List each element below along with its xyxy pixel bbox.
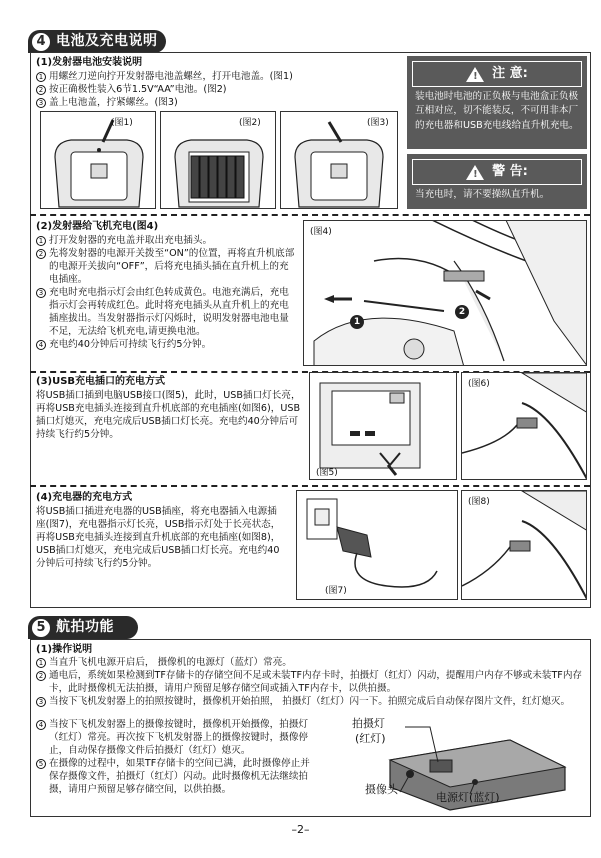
step-number: 2 (36, 85, 46, 95)
callout-1: 1 (350, 315, 364, 329)
caution-text: 装电池时电池的正负极与电池盒正负极互相对应，切不能装反，不可用非本厂的充电器和USB充电线给直升机充电。 (415, 91, 579, 131)
shoot-light-red-label: (红灯) (355, 732, 386, 745)
list-item: 1 当直升飞机电源开启后， 摄像机的电源灯（蓝灯）常亮。 (36, 656, 586, 669)
figure-6 (461, 372, 587, 480)
charger-text: 将USB插口插进充电器的USB插座，将充电器插入电源插座(图7)，充电器指示灯长亮，USB指示灯处于长亮状态，再将USB充电插头连接到直升机底部的充电插座(如图8)，USB插口灯熄灭，充电完成后USB插口灯长亮。充电约40分钟后可持续飞行约5分钟。 (36, 506, 281, 570)
list-item: 2 按正确极性装入6节1.5V“AA”电池。(图2) (36, 83, 402, 96)
operation-steps-bottom (36, 718, 318, 796)
charging-illustration (304, 221, 587, 366)
list-item: 5 在摄像的过程中，如果TF存储卡的空间已满，此时摄像停止并保存摄像文件，拍摄灯（红灯）闪动。此时摄像机无法继续拍摄，请用户预留足够存储空间，以供拍摄。 (36, 757, 318, 796)
divider (30, 485, 590, 487)
figure-label: (图1) (111, 118, 133, 128)
warning-triangle-icon: ! (466, 67, 484, 82)
warning-header (412, 159, 582, 185)
list-item: 2 通电后，系统如果检测到TF存储卡的存储空间不足或未装TF内存卡时，拍摄灯（红灯）闪动，提醒用户内存不够或未装TF内存卡，此时摄像机无法拍摄，请用户预留足够存储空间或插入TF内存卡，以供拍摄。 (36, 669, 586, 695)
step-number: 1 (36, 236, 46, 246)
warning-title: 警 告: (492, 164, 528, 180)
callout-2: 2 (455, 305, 469, 319)
laptop-usb-illustration (310, 373, 458, 481)
step-number: 1 (36, 72, 46, 82)
figure-label: (图5) (316, 468, 338, 478)
lens-label: 摄像头 (365, 783, 398, 796)
section-title-text: 电池及充电说明 (56, 32, 158, 49)
step-number: 2 (36, 249, 46, 259)
list-item: 3 充电时充电指示灯会由红色转成黄色。电池充满后，充电指示灯会再转成红色。此时将充电插头从直升机上的充电插座拔出。当发射器指示灯闪烁时，说明发射器电池电量不足，无法给飞机充电,请更换电池。 (36, 286, 298, 338)
figure-4 (303, 220, 587, 366)
step-number: 3 (36, 697, 46, 707)
step-number: 1 (36, 658, 46, 668)
figure-label: (图2) (239, 118, 261, 128)
figure-2 (160, 111, 276, 209)
figure-label: (图4) (310, 227, 332, 237)
operation-heading: (1)操作说明 (36, 644, 93, 655)
charger-heading: (4)充电器的充电方式 (36, 492, 133, 503)
figure-8 (461, 490, 587, 600)
list-item: 1 打开发射器的充电盖并取出充电插头。 (36, 234, 298, 247)
figure-label: (图8) (468, 497, 490, 507)
step-number: 2 (36, 671, 46, 681)
list-item: 2 先将发射器的电源开关拨至“ON”的位置，再将直升机底部的电源开关拔向“OFF”，后将充电插头插在直升机上的充电插座。 (36, 247, 298, 286)
step-number: 4 (36, 720, 46, 730)
section-5-title (28, 616, 138, 639)
shoot-light-label: 拍摄灯 (352, 717, 385, 730)
section-4-title (28, 30, 166, 53)
battery-steps (36, 70, 402, 109)
caution-box (407, 56, 587, 149)
battery-heading: (1)发射器电池安装说明 (36, 57, 143, 68)
figure-7 (296, 490, 458, 600)
section-number: 4 (32, 33, 50, 51)
section-title-text: 航拍功能 (56, 618, 114, 635)
list-item: 4 当按下飞机发射器上的摄像按键时，摄像机开始摄像，拍摄灯（红灯）常亮。再次按下飞机发射器上的摄像按键时，摄像停止，自动保存摄像文件后拍摄灯（红灯）熄灭。 (36, 718, 318, 757)
tx-charge-heading: (2)发射器给飞机充电(图4) (36, 221, 159, 232)
figure-label: (图3) (367, 118, 389, 128)
list-item: 4 充电约40分钟后可持续飞行约5分钟。 (36, 338, 298, 351)
power-light-label: 电源灯(蓝灯) (436, 791, 500, 804)
figure-3 (280, 111, 398, 209)
caution-header (412, 61, 582, 87)
divider (30, 214, 590, 216)
operation-steps-top (36, 656, 586, 708)
list-item: 1 用螺丝刀逆向拧开发射器电池盖螺丝，打开电池盖。(图1) (36, 70, 402, 83)
warning-triangle-icon: ! (466, 165, 484, 180)
wall-charger-illustration (297, 491, 459, 601)
section-number: 5 (32, 619, 50, 637)
figure-label: (图6) (468, 379, 490, 389)
step-number: 4 (36, 340, 46, 350)
usb-charge-text: 将USB插口插到电脑USB接口(图5)，此时，USB插口灯长亮，再将USB充电插头连接到直升机底部的充电插座(如图6)，USB插口灯熄灭，充电完成后USB插口灯长亮。充电约40分钟后可持续飞行约5分钟。 (36, 390, 301, 441)
step-number: 5 (36, 759, 46, 769)
page-number: –2– (291, 823, 310, 836)
list-item: 3 当按下飞机发射器上的拍照按键时，摄像机开始拍照， 拍摄灯（红灯）闪一下。拍照完成后自动保存图片文件，红灯熄灭。 (36, 695, 586, 708)
tx-charge-steps (36, 234, 298, 351)
caution-title: 注 意: (492, 66, 528, 82)
figure-5 (309, 372, 457, 480)
transmitter-back-illustration (41, 112, 157, 210)
step-number: 3 (36, 288, 46, 298)
warning-text: 当充电时，请不要操纵直升机。 (415, 189, 550, 200)
step-number: 3 (36, 98, 46, 108)
warning-box (407, 154, 587, 209)
usb-charge-heading: (3)USB充电插口的充电方式 (36, 376, 166, 387)
list-item: 3 盖上电池盖，拧紧螺丝。(图3) (36, 96, 402, 109)
figure-1 (40, 111, 156, 209)
figure-label: (图7) (325, 586, 347, 596)
